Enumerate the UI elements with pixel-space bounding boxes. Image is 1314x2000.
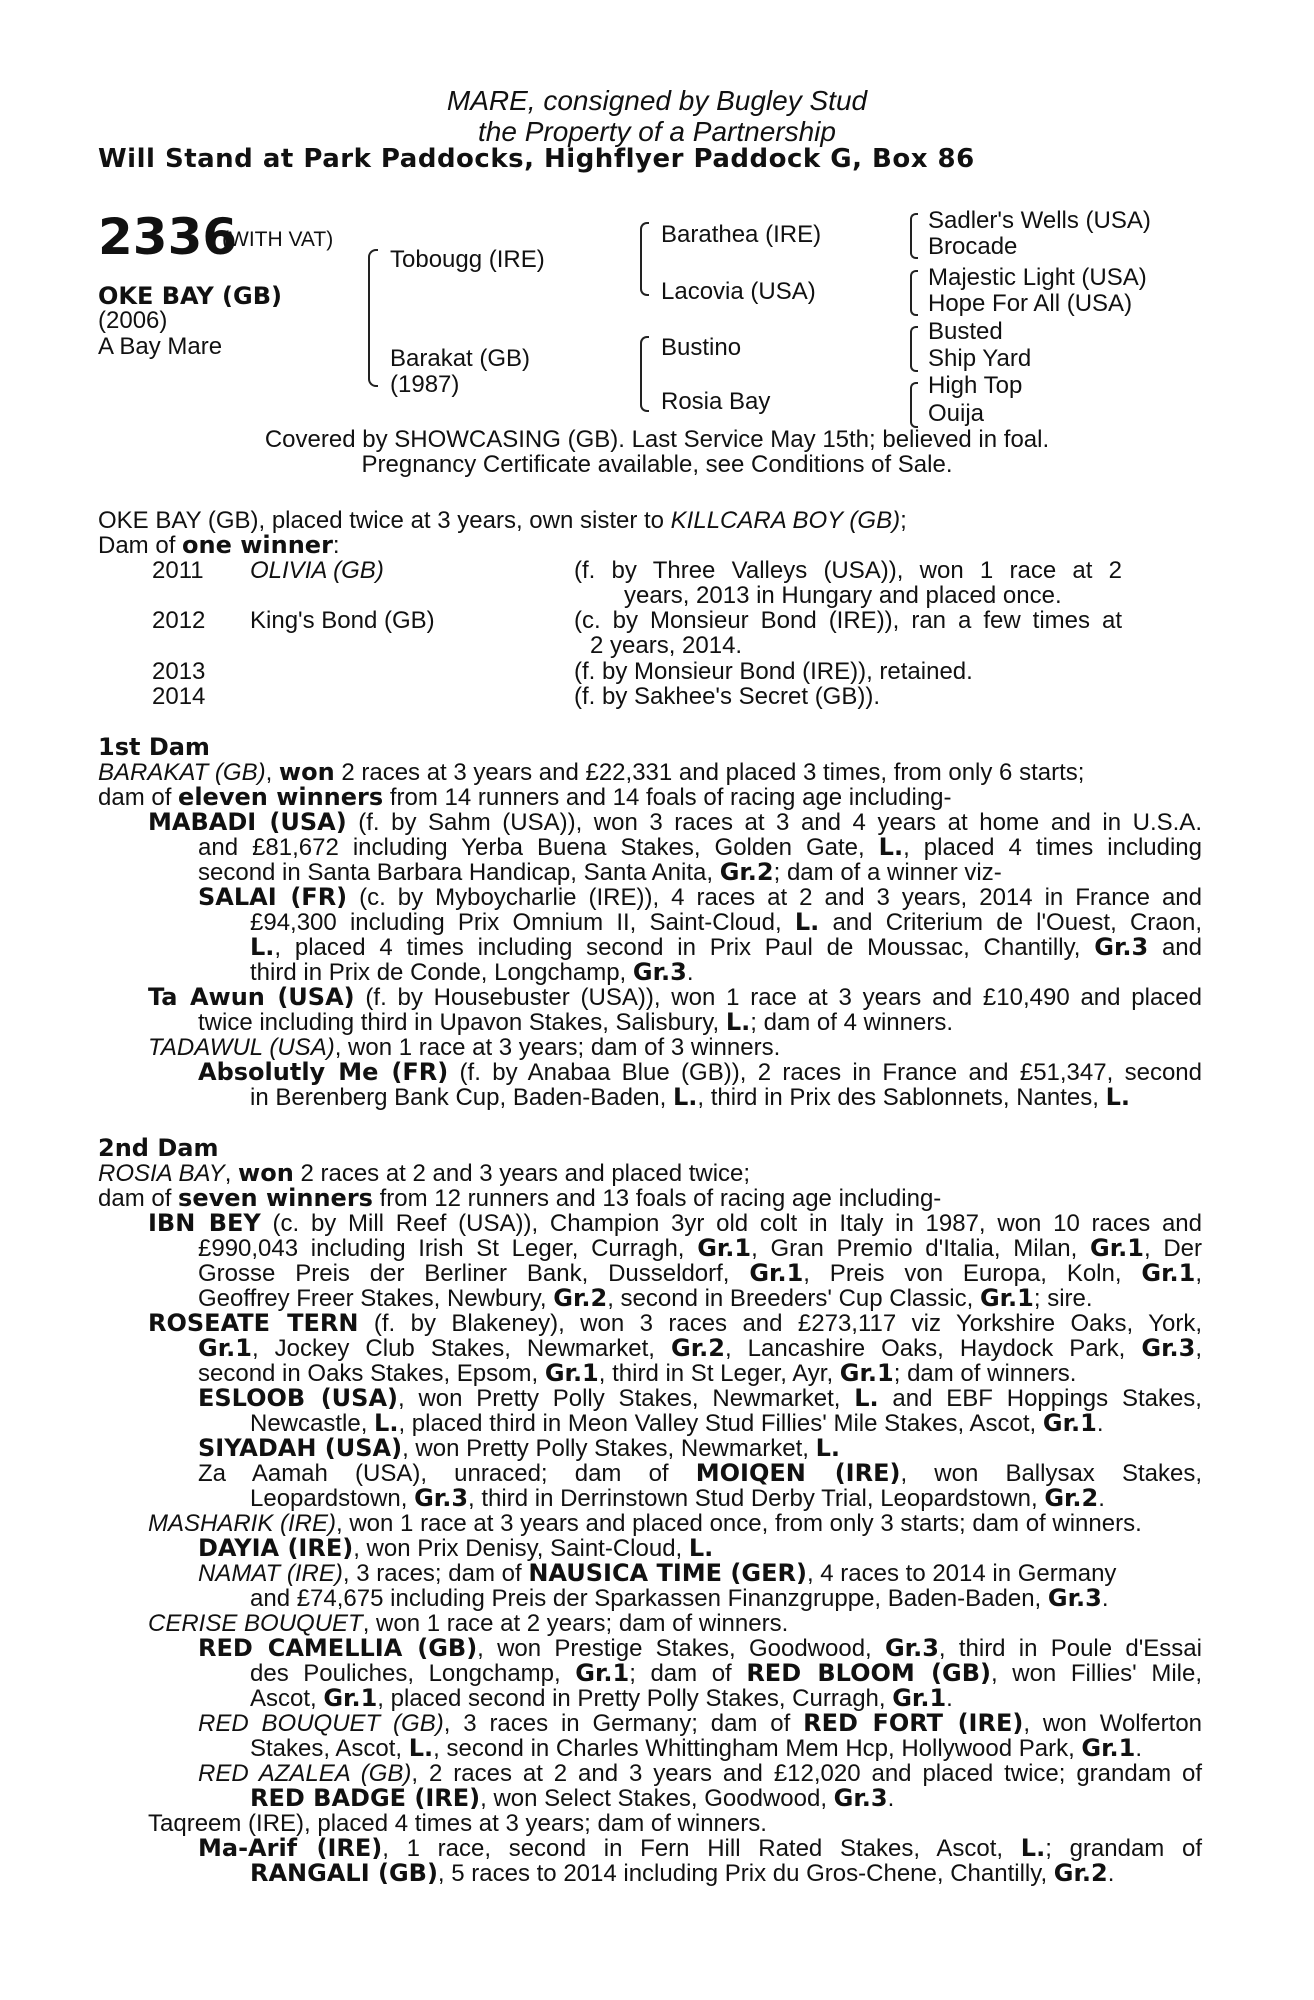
dam1-line: £94,300 including Prix Omnium II, Saint-Cloud, L. and Criterium de l'Ouest, Craon, [250, 908, 1202, 936]
pedigree-dss: Busted [928, 318, 1003, 345]
pedigree-dam-year: (1987) [390, 371, 460, 398]
dam2-line: DAYIA (IRE), won Prix Denisy, Saint-Cloud, L. [198, 1534, 714, 1562]
produce-detail: (c. by Monsieur Bond (IRE)), ran a few times at [574, 607, 1122, 634]
pedigree-sire: Tobougg (IRE) [390, 246, 545, 273]
dam1-heading: 1st Dam [98, 733, 210, 761]
dam2-line: RED CAMELLIA (GB), won Prestige Stakes, Goodwood, Gr.3, third in Poule d'Essai [198, 1634, 1202, 1662]
dam1-line: BARAKAT (GB), won 2 races at 3 years and £22,331 and placed 3 times, from only 6 starts; [98, 758, 1085, 786]
pedigree-brace-2 [640, 222, 649, 296]
dam2-line: and £74,675 including Preis der Sparkassen Finanzgruppe, Baden-Baden, Gr.3. [250, 1584, 1109, 1612]
dam2-line: RED BADGE (IRE), won Select Stakes, Goodwood, Gr.3. [250, 1784, 895, 1812]
produce-name: OLIVIA (GB) [250, 557, 384, 584]
header-line-1: MARE, consigned by Bugley Stud [446, 85, 868, 116]
produce-detail: 2 years, 2014. [590, 632, 743, 659]
pedigree-ddd: Ouija [928, 400, 985, 427]
pedigree-sds: Majestic Light (USA) [928, 264, 1147, 291]
dam2-line: Newcastle, L., placed third in Meon Valley Stud Fillies' Mile Stakes, Ascot, Gr.1. [250, 1409, 1104, 1437]
dam2-line: MASHARIK (IRE), won 1 race at 3 years and placed once, from only 3 starts; dam of winners. [148, 1510, 1142, 1537]
produce-detail: years, 2013 in Hungary and placed once. [624, 582, 1062, 609]
pedigree-sss: Sadler's Wells (USA) [928, 207, 1151, 234]
dam2-line: des Pouliches, Longchamp, Gr.1; dam of RED BLOOM (GB), won Fillies' Mile, [250, 1659, 1203, 1687]
produce-intro: OKE BAY (GB), placed twice at 3 years, own sister to KILLCARA BOY (GB); [98, 507, 907, 534]
dam2-line: RANGALI (GB), 5 races to 2014 including Prix du Gros-Chene, Chantilly, Gr.2. [250, 1859, 1115, 1887]
dam2-line: Grosse Preis der Berliner Bank, Dusseldorf, Gr.1, Preis von Europa, Koln, Gr.1, [198, 1259, 1202, 1287]
produce-year: 2013 [152, 658, 206, 685]
pedigree-brace-1 [368, 249, 378, 387]
dam1-line: in Berenberg Bank Cup, Baden-Baden, L., third in Prix des Sablonnets, Nantes, L. [250, 1083, 1131, 1111]
dam1-line: third in Prix de Conde, Longchamp, Gr.3. [250, 958, 694, 986]
dam2-line: Za Aamah (USA), unraced; dam of MOIQEN (IRE), won Ballysax Stakes, [198, 1459, 1202, 1487]
produce-detail: (f. by Sakhee's Secret (GB)). [574, 683, 881, 710]
dam2-heading: 2nd Dam [98, 1134, 219, 1162]
dam2-line: SIYADAH (USA), won Pretty Polly Stakes, Newmarket, L. [198, 1434, 840, 1462]
dam2-line: ROSEATE TERN (f. by Blakeney), won 3 races and £273,117 viz Yorkshire Oaks, York, [148, 1309, 1202, 1337]
vat-label: (WITH VAT) [222, 228, 334, 251]
dam2-line: Taqreem (IRE), placed 4 times at 3 years; dam of winners. [148, 1810, 767, 1837]
dam1-line: TADAWUL (USA), won 1 race at 3 years; dam of 3 winners. [148, 1034, 781, 1061]
pedigree-brace-6 [910, 326, 918, 372]
dam1-line: twice including third in Upavon Stakes, Salisbury, L.; dam of 4 winners. [198, 1008, 953, 1036]
dam1-line: Absolutly Me (FR) (f. by Anabaa Blue (GB)), 2 races in France and £51,347, second [198, 1058, 1203, 1086]
dam2-line: Ma-Arif (IRE), 1 race, second in Fern Hill Rated Stakes, Ascot, L.; grandam of [198, 1834, 1203, 1862]
produce-dam-of: Dam of one winner: [98, 531, 340, 559]
pedigree-brace-4 [910, 213, 918, 259]
dam2-line: second in Oaks Stakes, Epsom, Gr.1, third in St Leger, Ayr, Gr.1; dam of winners. [198, 1359, 1077, 1387]
dam2-line: ROSIA BAY, won 2 races at 2 and 3 years and placed twice; [98, 1159, 751, 1187]
dam1-line: and £81,672 including Yerba Buena Stakes, Golden Gate, L., placed 4 times including [198, 833, 1203, 861]
header-line-2: the Property of a Partnership [478, 116, 836, 147]
dam1-line: Ta Awun (USA) (f. by Housebuster (USA)), won 1 race at 3 years and £10,490 and placed [148, 983, 1202, 1011]
pedigree-dds: High Top [928, 372, 1023, 399]
produce-detail: (f. by Three Valleys (USA)), won 1 race at 2 [574, 557, 1122, 584]
dam2-line: NAMAT (IRE), 3 races; dam of NAUSICA TIME (GER), 4 races to 2014 in Germany [198, 1559, 1117, 1587]
pedigree-sd: Lacovia (USA) [661, 278, 816, 305]
dam2-line: RED BOUQUET (GB), 3 races in Germany; dam of RED FORT (IRE), won Wolferton [198, 1709, 1203, 1737]
pedigree-ss: Barathea (IRE) [661, 221, 822, 248]
dam2-line: CERISE BOUQUET, won 1 race at 2 years; dam of winners. [148, 1610, 789, 1637]
pedigree-brace-5 [910, 270, 918, 316]
pedigree-brace-7 [910, 382, 918, 428]
dam2-line: RED AZALEA (GB), 2 races at 2 and 3 years and £12,020 and placed twice; grandam of [198, 1760, 1202, 1787]
produce-name: King's Bond (GB) [250, 607, 435, 634]
pedigree-ssd: Brocade [928, 233, 1018, 260]
dam1-line: SALAI (FR) (c. by Myboycharlie (IRE)), 4 races at 2 and 3 years, 2014 in France and [198, 883, 1202, 911]
dam2-line: Stakes, Ascot, L., second in Charles Whittingham Mem Hcp, Hollywood Park, Gr.1. [250, 1734, 1143, 1762]
covered-line-1: Covered by SHOWCASING (GB). Last Service May 15th; believed in foal. [264, 426, 1050, 453]
dam2-line: Gr.1, Jockey Club Stakes, Newmarket, Gr.2, Lancashire Oaks, Haydock Park, Gr.3, [198, 1334, 1202, 1362]
lot-number: 2336 [98, 208, 238, 266]
produce-detail: (f. by Monsieur Bond (IRE)), retained. [574, 658, 973, 685]
stand-line: Will Stand at Park Paddocks, Highflyer Paddock G, Box 86 [98, 144, 975, 174]
produce-year: 2014 [152, 683, 206, 710]
dam2-line: Leopardstown, Gr.3, third in Derrinstown Stud Derby Trial, Leopardstown, Gr.2. [250, 1484, 1105, 1512]
dam2-line: ESLOOB (USA), won Pretty Polly Stakes, Newmarket, L. and EBF Hoppings Stakes, [198, 1384, 1202, 1412]
dam2-line: dam of seven winners from 12 runners and 13 foals of racing age including- [98, 1184, 942, 1212]
produce-year: 2011 [152, 557, 204, 584]
horse-desc: A Bay Mare [98, 333, 223, 360]
pedigree-dam: Barakat (GB) [390, 345, 531, 372]
pedigree-ds: Bustino [661, 334, 742, 361]
horse-name: OKE BAY (GB) [98, 282, 282, 310]
dam2-line: IBN BEY (c. by Mill Reef (USA)), Champion 3yr old colt in Italy in 1987, won 10 races and [148, 1209, 1202, 1237]
pedigree-dsd: Ship Yard [928, 345, 1032, 372]
produce-year: 2012 [152, 607, 206, 634]
dam1-line: dam of eleven winners from 14 runners and 14 foals of racing age including- [98, 783, 952, 811]
pedigree-sdd: Hope For All (USA) [928, 290, 1133, 317]
dam2-line: £990,043 including Irish St Leger, Curragh, Gr.1, Gran Premio d'Italia, Milan, Gr.1, Der [198, 1234, 1202, 1262]
pedigree-brace-3 [640, 336, 649, 412]
horse-year: (2006) [98, 307, 168, 334]
dam1-line: second in Santa Barbara Handicap, Santa Anita, Gr.2; dam of a winner viz- [198, 858, 1002, 886]
dam2-line: Geoffrey Freer Stakes, Newbury, Gr.2, second in Breeders' Cup Classic, Gr.1; sire. [198, 1284, 1093, 1312]
pedigree-dd: Rosia Bay [661, 388, 771, 415]
dam2-line: Ascot, Gr.1, placed second in Pretty Polly Stakes, Curragh, Gr.1. [250, 1684, 953, 1712]
dam1-line: L., placed 4 times including second in Prix Paul de Moussac, Chantilly, Gr.3 and [250, 933, 1203, 961]
dam1-line: MABADI (USA) (f. by Sahm (USA)), won 3 races at 3 and 4 years at home and in U.S.A. [148, 808, 1202, 836]
covered-line-2: Pregnancy Certificate available, see Conditions of Sale. [361, 451, 953, 478]
